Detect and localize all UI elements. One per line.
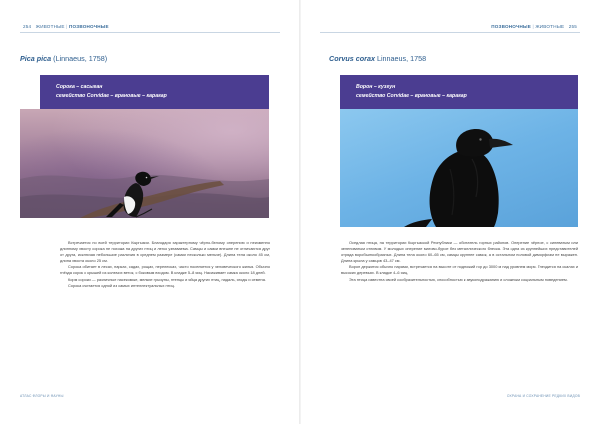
- right-paragraph-3: Эта птица известна своей сообразительностью, способностью к звукоподражанию и сложным социальным поведением.: [349, 276, 568, 282]
- right-species-title: [329, 54, 426, 63]
- right-band-family: семейство Corvidae – врановые – карагар: [356, 93, 467, 99]
- right-running-head-section: ПОЗВОНОЧНЫЕ: [491, 24, 531, 29]
- left-paragraph-2: Сорока обитает в лесах, парках, садах, рощах, перелесках, часто поселяется у человеческого жилья. Обычно гнёзда сорок с крышей из колючих веток, с боковым входом. В кладке 5–8 яиц. Насиживает самка около 18 дней.: [60, 264, 270, 276]
- left-title-band: [40, 75, 269, 109]
- right-running-head-rule: [320, 32, 580, 33]
- left-running-head-rule: [20, 32, 280, 33]
- raven-photo: [340, 109, 578, 227]
- left-running-head: [20, 24, 109, 29]
- left-band-family: семейство Corvidae – врановые – карагар: [56, 93, 167, 99]
- right-paragraph-2: Ворон держится обычно парами, встречается на высоте от подножий гор до 3000 м над уровнем моря. Гнездится на скалах и высоких деревьях. В кладке 4–6 яиц.: [341, 264, 578, 276]
- left-species-title: [20, 54, 107, 63]
- right-body-text: [341, 240, 578, 283]
- left-band-common-name: Сорока – сасыган: [56, 84, 103, 90]
- magpie-photo: [20, 109, 269, 218]
- left-body-text: [60, 240, 270, 289]
- right-page: [300, 0, 600, 424]
- left-running-head-section: ЖИВОТНЫЕ: [35, 24, 65, 29]
- left-species-authority: (Linnaeus, 1758): [53, 54, 108, 63]
- left-footer: АТЛАС ФЛОРЫ И ФАУНЫ: [20, 394, 64, 398]
- raven-illustration: [340, 109, 578, 227]
- right-running-head-subsection: ЖИВОТНЫЕ: [535, 24, 565, 29]
- right-paragraph-1: Оседлая птица, на территории Кыргызской Республики — обитатель горных районов. Оперение чёрное, с синеватым или зеленоватым отливом. У молодых оперение матово-бурое без металлического блеска. Эта одна из крупнейших представителей отряда воробьинообразных. Длина тела около 60–65 см, самцы крупнее самок, а в остальном половой диморфизм не выражен. Длина крыла у самцов 43–47 см.: [341, 240, 578, 264]
- left-running-head-subsection: ПОЗВОНОЧНЫЕ: [69, 24, 109, 29]
- right-running-head: [491, 24, 580, 29]
- right-species-authority: Linnaeus, 1758: [376, 54, 427, 63]
- right-band-common-name: Ворон – кузгун: [356, 84, 396, 90]
- right-species-latin: Corvus corax: [329, 54, 375, 63]
- left-paragraph-1: Встречается по всей территории Кыргызии. Благодаря характерному чёрно-белому оперению и неизменно длинному хвосту сорока не похожа на других птиц и легко узнаваема. Самцы и самки внешне не отличаются друг от друга, исключая небольшие различия в среднем размере (самки несколько мельче). Длина тела около 45 см, длина хвоста около 25 см.: [60, 240, 270, 264]
- left-paragraph-4: Сорока считается одной из самых интеллектуальных птиц.: [68, 282, 175, 288]
- left-species-latin: Pica pica: [20, 54, 52, 63]
- right-footer: ОХРАНА И СОХРАНЕНИЕ РЕДКИХ ВИДОВ: [506, 394, 580, 398]
- right-page-number: 255: [568, 24, 577, 29]
- running-head-separator: |: [66, 24, 68, 29]
- right-title-band: [340, 75, 578, 109]
- running-head-separator: |: [532, 24, 534, 29]
- left-paragraph-3: Корм сороки — различные насекомые, мелкие грызуны, птенцы и яйца других птиц, падаль, ягоды и семена.: [68, 276, 266, 282]
- magpie-illustration: [20, 109, 269, 218]
- left-page-number: 254: [23, 24, 32, 29]
